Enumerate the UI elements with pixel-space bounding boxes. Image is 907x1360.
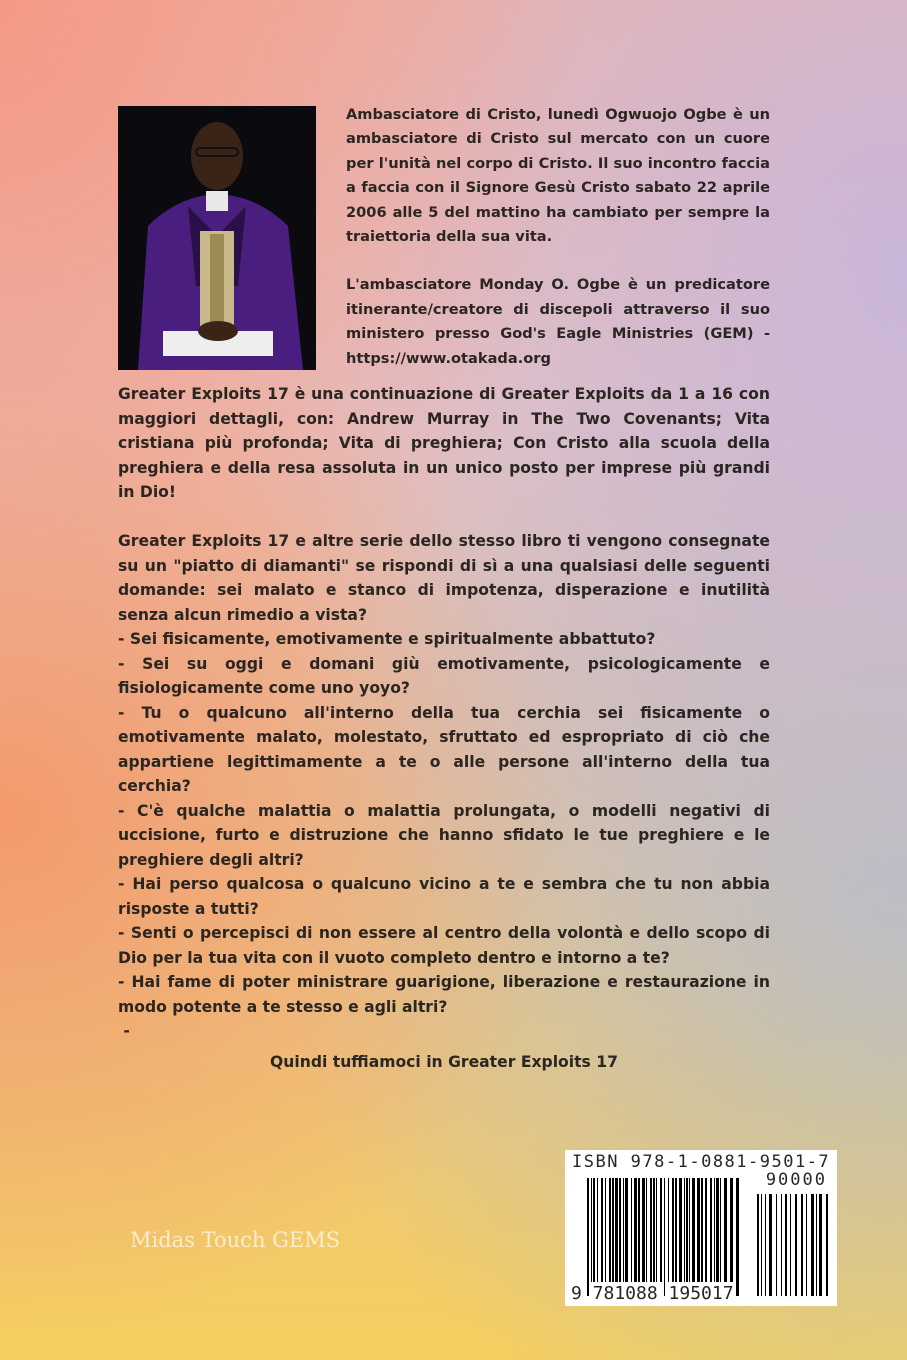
barcode-bar <box>679 1178 682 1282</box>
bio-paragraph: L'ambasciatore Monday O. Ogbe è un predicatore itinerante/creatore di discepoli attraverso il suo ministero presso God's Eagle Ministries (GEM) - https://www.otakada.org <box>346 276 770 367</box>
book-description <box>118 382 770 1074</box>
intro-paragraph: Greater Exploits 17 è una continuazione di Greater Exploits da 1 a 16 con maggiori dettagli, con: Andrew Murray in The Two Covenants; Vita cristiana più profonda; Vita di preghiera; Con Cristo alla scuola della preghiera e della resa assoluta in un unico posto per imprese più grandi in Dio! <box>118 385 770 501</box>
barcode-bar <box>656 1178 657 1282</box>
barcode-bar <box>638 1178 640 1282</box>
barcode-bar <box>761 1194 762 1296</box>
barcode-bar <box>730 1178 733 1282</box>
barcode-bar <box>587 1178 589 1296</box>
question-item: - Hai perso qualcosa o qualcuno vicino a te e sembra che tu non abbia risposte a tutti? <box>118 875 770 918</box>
isbn-barcode <box>565 1150 837 1306</box>
barcode-bar <box>597 1178 598 1282</box>
barcode-bar <box>785 1194 787 1296</box>
barcode-bar <box>646 1178 647 1282</box>
barcode-bar <box>714 1178 715 1282</box>
barcode-bar <box>664 1178 665 1296</box>
barcode-bar <box>601 1178 603 1282</box>
barcode-bar <box>692 1178 695 1282</box>
publisher-name: Midas Touch GEMS <box>130 1228 341 1252</box>
question-item: - C'è qualche malattia o malattia prolungata, o modelli negativi di uccisione, furto e distruzione che hanno sfidato le tue preghiere e le preghiere degli altri? <box>118 801 770 869</box>
barcode-bar <box>650 1178 652 1282</box>
barcode-bar <box>591 1178 592 1282</box>
question-item: - Senti o percepisci di non essere al centro della volontà e dello scopo di Dio per la tua vita con il vuoto completo dentro e intorno a te? <box>118 924 770 967</box>
barcode-bar <box>653 1178 655 1282</box>
barcode-bar <box>675 1178 677 1282</box>
barcode-bar <box>612 1178 614 1282</box>
isbn-label: ISBN 978-1-0881-9501-7 <box>572 1152 831 1172</box>
barcode-bar <box>819 1194 822 1296</box>
barcode-bar <box>776 1194 777 1296</box>
question-item: - Tu o qualcuno all'interno della tua cerchia sei fisicamente o emotivamente malato, molestato, sfruttato ed espropriato di ciò che appartiene legittimamente a te o alle persone all'interno della tua cerchia? <box>118 703 770 795</box>
barcode-bar <box>705 1178 707 1282</box>
barcode-bar <box>605 1178 606 1282</box>
barcode-bar <box>660 1178 662 1282</box>
barcode-bar <box>765 1194 766 1296</box>
barcode-bar <box>710 1178 712 1282</box>
barcode-bar <box>790 1194 791 1296</box>
barcode-bar <box>795 1194 797 1296</box>
barcode-bar <box>769 1194 772 1296</box>
barcode-bar <box>609 1178 611 1282</box>
barcode-bar <box>724 1178 727 1282</box>
barcode-bar <box>672 1178 674 1282</box>
author-portrait-image <box>118 106 316 370</box>
barcode-bar <box>689 1178 690 1282</box>
barcode-bar <box>625 1178 628 1282</box>
barcode-bar <box>686 1178 688 1282</box>
barcode-bar <box>631 1178 632 1282</box>
barcode-bar <box>720 1178 721 1282</box>
barcode-bar <box>826 1194 828 1296</box>
barcode-bar <box>684 1178 685 1282</box>
barcode-bar <box>716 1178 719 1282</box>
barcode-bar <box>623 1178 624 1282</box>
barcode-bar <box>816 1194 817 1296</box>
barcode-bar <box>593 1178 595 1282</box>
question-item: - Sei fisicamente, emotivamente e spiritualmente abbattuto? <box>118 630 656 648</box>
barcode-bar <box>615 1178 618 1282</box>
question-item: - Hai fame di poter ministrare guarigione, liberazione e restaurazione in modo potente a te stesso e agli altri? <box>118 973 770 1016</box>
barcode-bar <box>668 1178 669 1282</box>
barcode-bar <box>697 1178 700 1282</box>
barcode-bar <box>811 1194 814 1296</box>
author-photo <box>118 106 316 370</box>
question-item: - <box>118 1022 130 1040</box>
barcode-bar <box>757 1194 759 1296</box>
barcode-bar <box>736 1178 739 1296</box>
isbn-digits: 9 781088 195017 <box>571 1283 734 1304</box>
barcode-bar <box>781 1194 782 1296</box>
author-bio <box>346 103 770 395</box>
isbn-addon: 90000 <box>765 1170 827 1190</box>
barcode-bar <box>642 1178 645 1282</box>
barcode-bar <box>806 1194 807 1296</box>
barcode-bar <box>801 1194 803 1296</box>
question-item: - Sei su oggi e domani giù emotivamente, psicologicamente e fisiologicamente come uno yoyo? <box>118 654 770 697</box>
closing-line: Quindi tuffiamoci in Greater Exploits 17 <box>270 1052 618 1071</box>
barcode-bar <box>701 1178 703 1282</box>
bio-paragraph: Ambasciatore di Cristo, lunedì Ogwuojo Ogbe è un ambasciatore di Cristo sul mercato con un cuore per l'unità nel corpo di Cristo. Il suo incontro faccia a faccia con il Signore Gesù Cristo sabato 22 aprile 2006 alle 5 del mattino ha cambiato per sempre la traiettoria della sua vita. <box>346 106 770 246</box>
barcode-bar <box>634 1178 637 1282</box>
barcode-bar <box>619 1178 621 1282</box>
lead-paragraph: Greater Exploits 17 e altre serie dello stesso libro ti vengono consegnate su un "piatto di diamanti" se rispondi di sì a una qualsiasi delle seguenti domande: sei malato e stanco di impotenza, disperazione e inutilità senza alcun rimedio a vista? <box>118 532 770 624</box>
